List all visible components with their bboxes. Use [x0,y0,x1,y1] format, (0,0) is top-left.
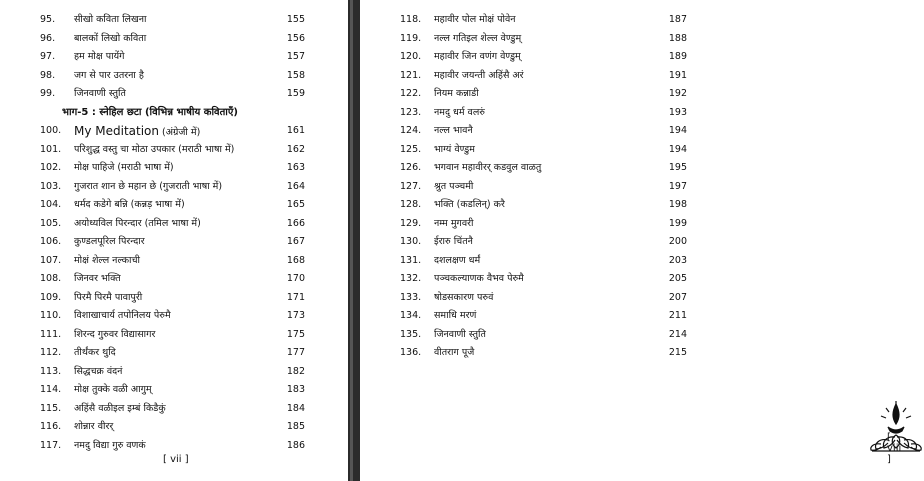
entry-number: 135. [400,328,422,340]
entry-page-number: 194 [668,125,687,136]
entry-title: महावीर पोल मोक्षं पोवेन [434,14,516,25]
entry-number: 108. [40,273,62,284]
entry-title: तीर्थंकर थुदि [74,347,116,358]
toc-entry [400,141,687,160]
entry-number: 111. [40,328,62,340]
toc-entry [40,437,305,456]
entry-page-number: 159 [286,88,305,99]
entry-title: अयोध्यविल पिरन्दार (तमिल भाषा में) [74,217,201,229]
entry-title: मोक्षं शेल्ल नल्काची [74,254,140,266]
entry-page-number: 184 [286,402,305,414]
toc-entry [400,270,687,289]
entry-number: 120. [400,51,422,62]
entry-number: 117. [40,439,62,451]
entry-title: जिनवाणी स्तुति [74,88,126,99]
entry-title: मोक्ष पाहिजे (मराठी भाषा में) [74,162,174,173]
toc-entry [40,289,305,308]
entry-page-number: 165 [286,199,305,210]
entry-title: भक्ति (कडलिन्) करै [434,199,505,210]
entry-number: 105. [40,217,62,229]
toc-list-right [400,11,687,363]
entry-page-number: 197 [668,180,687,192]
entry-page-number: 187 [668,14,687,25]
entry-number: 129. [400,217,422,229]
toc-entry [40,30,305,49]
toc-entry [40,344,305,363]
entry-number: 101. [40,143,62,155]
entry-page-number: 157 [286,51,305,62]
entry-number: 121. [400,69,422,81]
entry-title: जिनवर भक्ति [74,273,121,284]
entry-number: 124. [400,125,422,136]
toc-entry [40,307,305,326]
toc-entry [40,270,305,289]
left-page [0,0,348,481]
toc-entry [40,11,305,30]
toc-list-left [40,11,305,455]
entry-number: 136. [400,347,422,358]
right-page [360,0,902,481]
entry-title: ईरारु चिंतनै [434,236,473,247]
entry-title: महावीर जिन वणंग वेण्डुम् [434,51,521,62]
toc-entry [400,233,687,252]
toc-entry [400,11,687,30]
entry-page-number: 162 [286,143,305,155]
entry-title: वीतराग पूजै [434,347,475,358]
entry-page-number: 170 [286,273,305,284]
toc-entry [400,85,687,104]
entry-number: 134. [400,310,422,321]
entry-number: 98. [40,69,56,81]
toc-entry [40,233,305,252]
entry-title: कुण्डलपूरिल पिरन्दार [74,236,145,247]
entry-page-number: 194 [668,143,687,155]
entry-page-number: 177 [286,347,305,358]
entry-page-number: 182 [286,365,305,377]
entry-title: नियम कन्नाडी [434,88,479,99]
toc-entry [400,215,687,234]
toc-entry [40,215,305,234]
toc-entry [40,400,305,419]
entry-title: भगवान महावीरर् कडवुल वाळतु [434,162,542,173]
entry-title: नल्ल भावनै [434,125,473,136]
toc-entry [400,326,687,345]
entry-title: हम मोक्ष पायेंगे [74,51,125,62]
toc-entry [400,104,687,123]
entry-title: सीखो कविता लिखना [74,14,147,25]
entry-title: धर्मद कडेगे बन्नि (कन्नड़ भाषा में) [74,199,185,210]
entry-title: श्रुत पञ्चमी [434,180,474,192]
entry-number: 109. [40,291,62,303]
entry-title: शिरन्द गुरुवर विद्यासागर [74,328,156,340]
toc-entry [40,122,305,141]
entry-number: 114. [40,384,62,395]
entry-page-number: 175 [286,328,305,340]
entry-page-number: 166 [286,217,305,229]
entry-title: नमदु विद्या गुरु वणकं [74,439,146,451]
entry-number: 95. [40,14,56,25]
entry-page-number: 155 [286,14,305,25]
entry-title-suffix: (अंग्रेजी में) [159,127,201,138]
entry-number: 130. [400,236,422,247]
entry-page-number: 214 [668,328,687,340]
entry-title: जिनवाणी स्तुति [434,328,486,340]
entry-number: 106. [40,236,62,247]
entry-title: नमदु धर्म वलरुं [434,106,485,118]
entry-title: नम्म मुगवरी [434,217,474,229]
toc-entry [400,159,687,178]
toc-entry [40,381,305,400]
toc-entry [40,48,305,67]
entry-page-number: 191 [668,69,687,81]
book-gutter [348,0,360,481]
entry-page-number: 215 [668,347,687,358]
entry-page-number: 186 [286,439,305,451]
entry-number: 112. [40,347,62,358]
entry-page-number: 188 [668,32,687,44]
entry-title: गुजरात शान छे महान छे (गुजराती भाषा में) [74,180,223,192]
entry-title: पञ्चकल्याणक वैभव पेरुमै [434,273,524,284]
entry-title: नल्ल गतिइल शेल्ल वेण्डुम् [434,32,522,44]
entry-number: 100. [40,125,62,136]
toc-entry [40,418,305,437]
entry-page-number: 207 [668,291,687,303]
entry-number: 104. [40,199,62,210]
entry-page-number: 183 [286,384,305,395]
page-number-vii: [ vii ] [163,454,189,465]
entry-number: 107. [40,254,62,266]
entry-title: परिशुद्ध वस्तु चा मोठा उपकार (मराठी भाषा में) [74,143,235,155]
entry-title: शोन्नार वीरर् [74,421,114,432]
entry-number: 119. [400,32,422,44]
toc-entry [400,122,687,141]
entry-page-number: 200 [668,236,687,247]
entry-number: 103. [40,180,62,192]
toc-entry [40,178,305,197]
entry-title: विशाखाचार्य तपोनिलय पेरुमै [74,310,171,321]
entry-page-number: 167 [286,236,305,247]
entry-number: 110. [40,310,62,321]
entry-page-number: 192 [668,88,687,99]
entry-number: 127. [400,180,422,192]
entry-page-number: 158 [286,69,305,81]
entry-title: मोक्ष तुक्के वळी आगुम् [74,384,152,395]
entry-title: अहिंसै वळीइल इम्बं किडैकुं [74,402,166,414]
entry-title: समाधि मरणं [434,310,477,321]
entry-page-number: 195 [668,162,687,173]
entry-number: 132. [400,273,422,284]
entry-title: बालकों लिखो कविता [74,32,147,44]
entry-number: 126. [400,162,422,173]
toc-entry [400,48,687,67]
entry-number: 113. [40,365,62,377]
entry-title [74,122,200,143]
entry-title: दशलक्षण धर्मं [434,254,481,266]
entry-number: 118. [400,14,422,25]
entry-page-number: 168 [286,254,305,266]
toc-entry [400,178,687,197]
entry-page-number: 211 [668,310,687,321]
toc-entry [40,85,305,104]
entry-title: सिद्धचक्र वंदनं [74,365,123,377]
entry-number: 96. [40,32,56,44]
toc-entry [400,67,687,86]
entry-title: महावीर जयन्ती अहिंसै अरं [434,69,524,81]
entry-number: 122. [400,88,422,99]
entry-page-number: 163 [286,162,305,173]
entry-page-number: 199 [668,217,687,229]
entry-page-number: 164 [286,180,305,192]
toc-entry [40,67,305,86]
entry-title: पिरमै पिरमै पावापुरी [74,291,143,303]
entry-number: 131. [400,254,422,266]
toc-entry [400,252,687,271]
toc-entry [40,141,305,160]
entry-number: 116. [40,421,62,432]
entry-number: 102. [40,162,62,173]
toc-entry [40,363,305,382]
entry-page-number: 189 [668,51,687,62]
entry-number: 97. [40,51,56,62]
entry-number: 125. [400,143,422,155]
entry-number: 133. [400,291,422,303]
entry-title: जग से पार उतरना है [74,69,144,81]
toc-entry [400,30,687,49]
entry-page-number: 205 [668,273,687,284]
entry-number: 123. [400,106,422,118]
entry-number: 115. [40,402,62,414]
entry-number: 128. [400,199,422,210]
toc-entry [40,159,305,178]
entry-page-number: 156 [286,32,305,44]
entry-page-number: 171 [286,291,305,303]
entry-title-english: My Meditation [74,124,160,138]
section-heading: भाग-5 : स्नेहिल छटा (विभिन्न भाषीय कविताएँ) [62,106,238,118]
entry-page-number: 185 [286,421,305,432]
entry-number: 99. [40,88,56,99]
toc-entry [400,289,687,308]
entry-title: भाग्यं वेण्डुम [434,143,475,155]
toc-entry [400,344,687,363]
toc-entry [400,196,687,215]
entry-page-number: 198 [668,199,687,210]
entry-page-number: 203 [668,254,687,266]
toc-entry [400,307,687,326]
toc-entry [40,196,305,215]
page-number-viii: [ viii ] [887,432,902,465]
entry-page-number: 193 [668,106,687,118]
toc-entry [40,326,305,345]
entry-page-number: 161 [286,125,305,136]
entry-page-number: 173 [286,310,305,321]
toc-entry [40,252,305,271]
entry-title: षोडसकारण परुवं [434,291,494,303]
